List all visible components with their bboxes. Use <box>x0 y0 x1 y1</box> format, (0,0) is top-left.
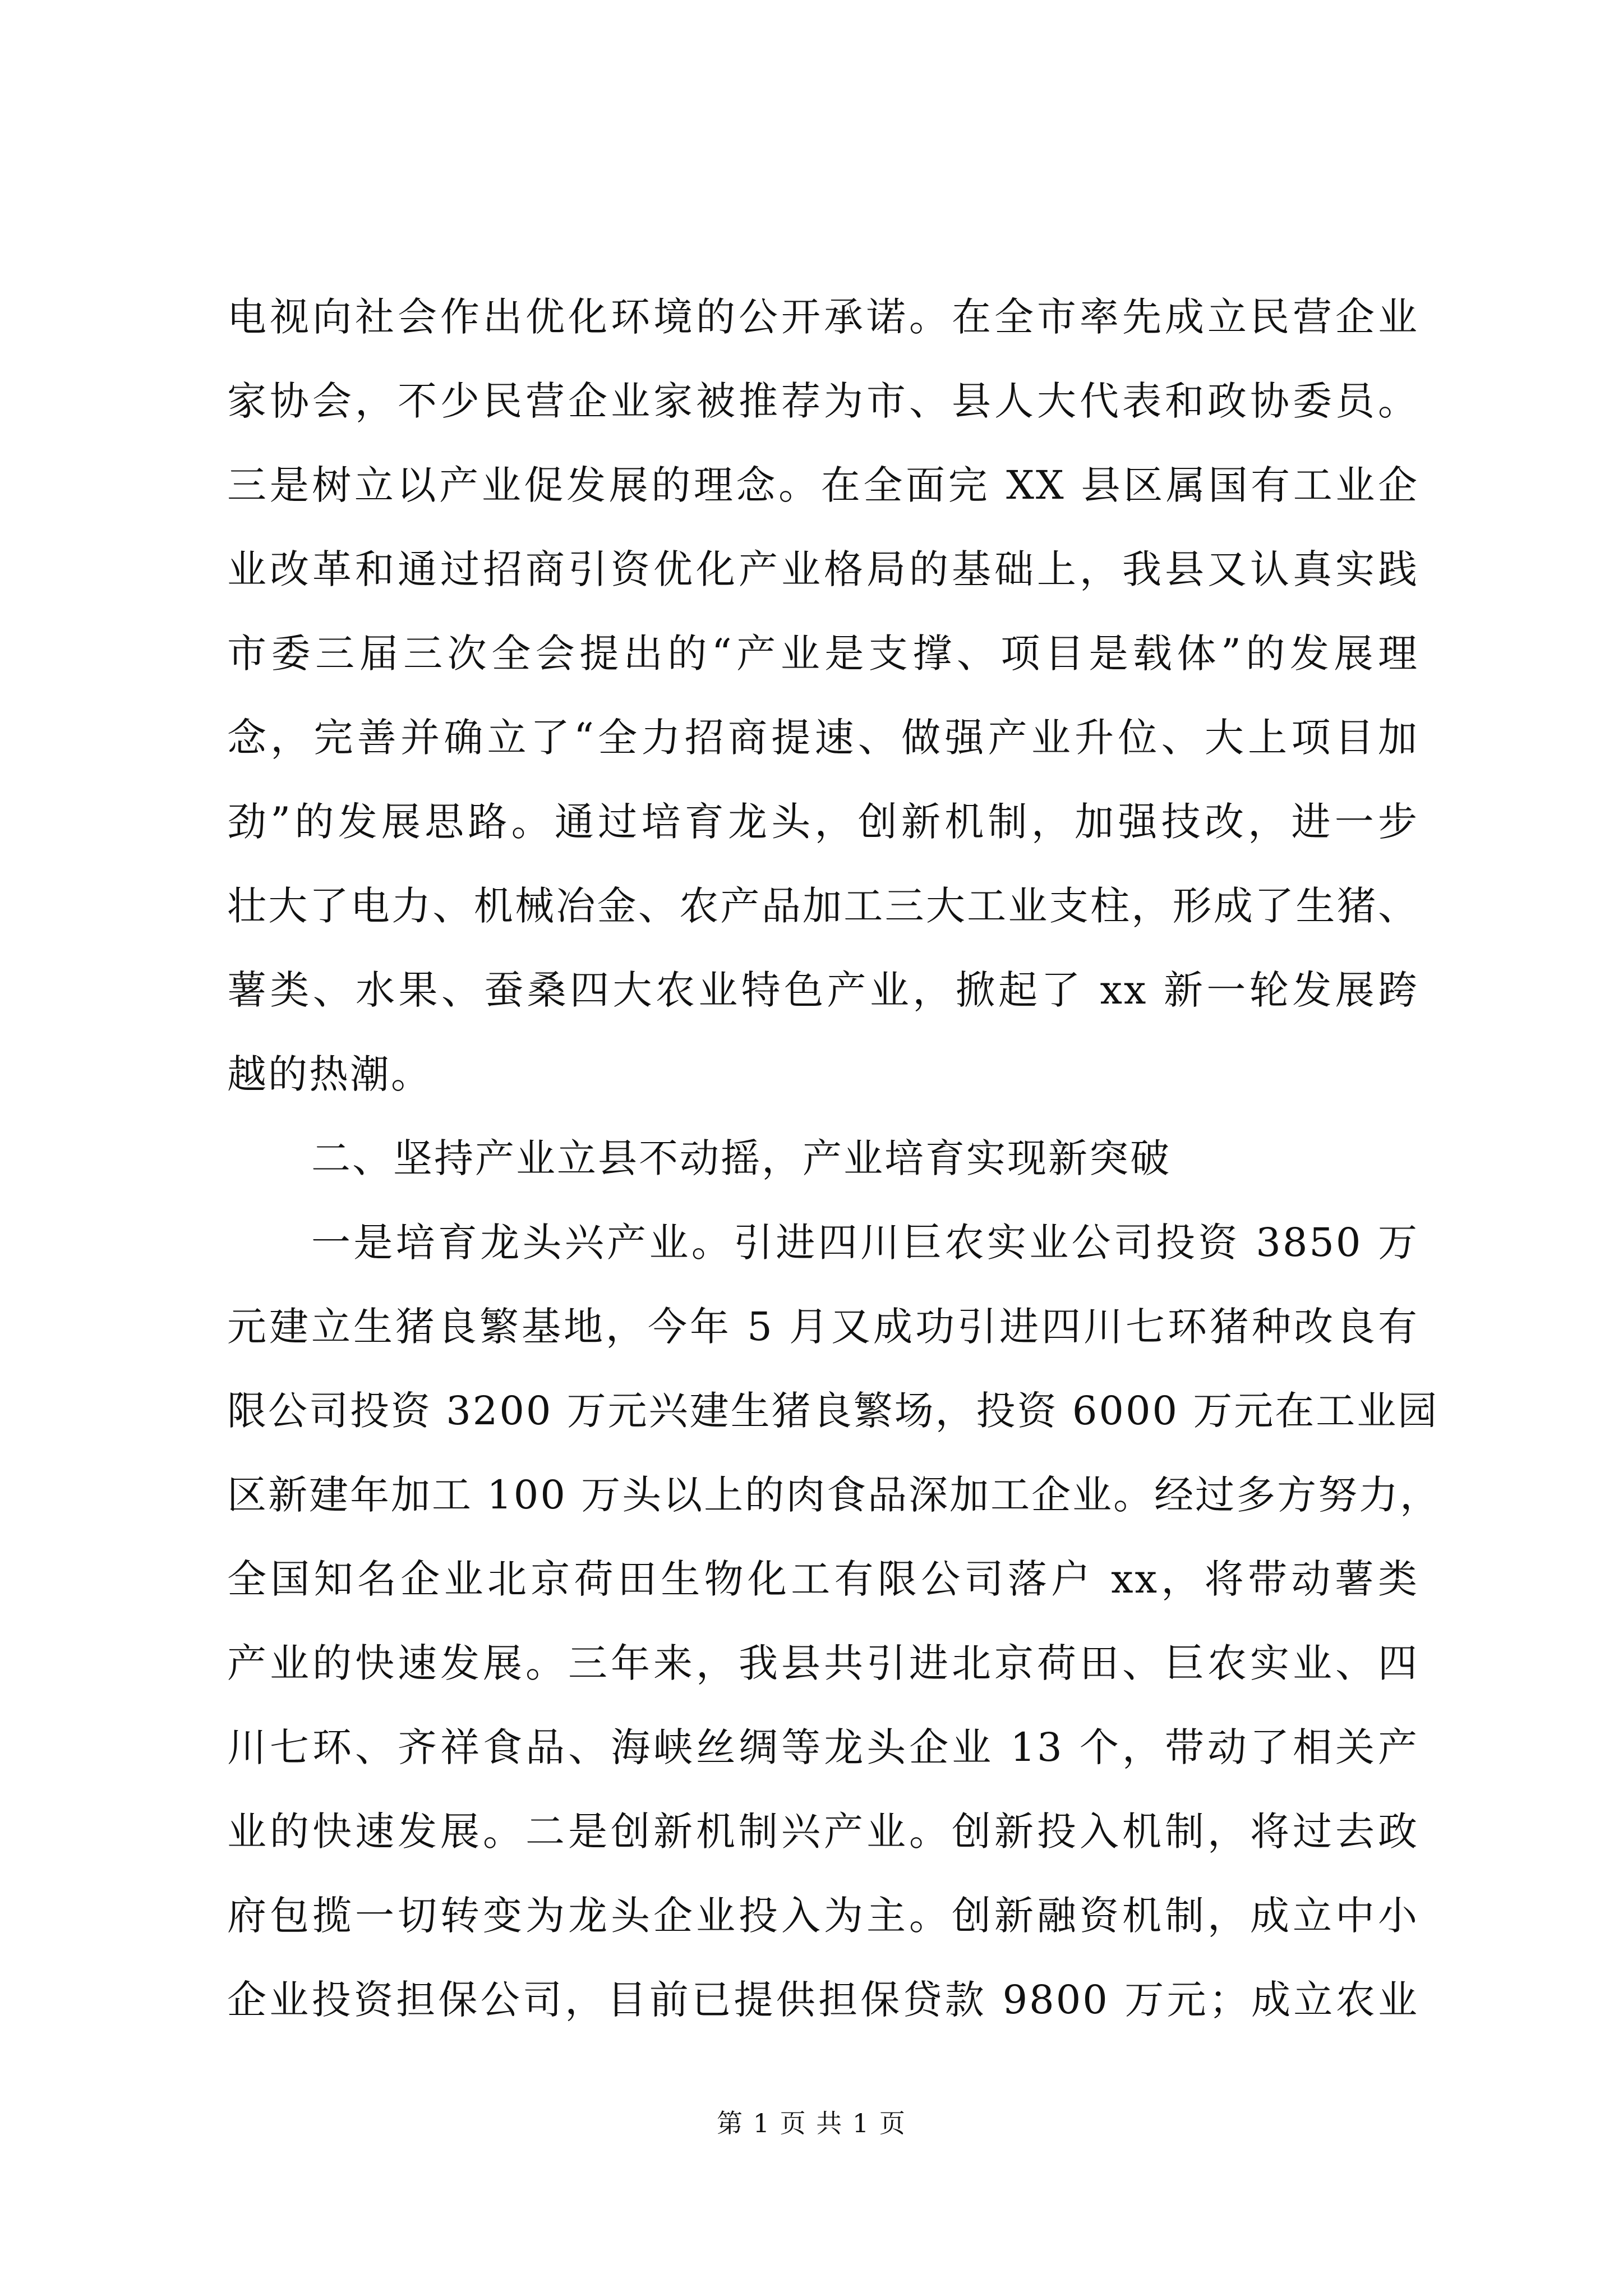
text-line: 一是培育龙头兴产业。引进四川巨农实业公司投资 3850 万 <box>311 1220 1419 1266</box>
text-line: 越的热潮。 <box>227 1051 432 1097</box>
text-line: 业改革和通过招商引资优化产业格局的基础上，我县又认真实践 <box>227 546 1419 592</box>
text-line: 市委三届三次全会提出的“产业是支撑、项目是载体”的发展理 <box>227 631 1419 677</box>
text-line: 产业的快速发展。三年来，我县共引进北京荷田、巨农实业、四 <box>227 1640 1419 1686</box>
text-line: 川七环、齐祥食品、海峡丝绸等龙头企业 13 个，带动了相关产 <box>227 1724 1419 1770</box>
text-line: 府包揽一切转变为龙头企业投入为主。创新融资机制，成立中小 <box>227 1893 1419 1939</box>
text-line: 业的快速发展。二是创新机制兴产业。创新投入机制，将过去政 <box>227 1809 1419 1855</box>
text-line: 企业投资担保公司，目前已提供担保贷款 9800 万元；成立农业 <box>227 1977 1419 2023</box>
text-line: 区新建年加工 100 万头以上的肉食品深加工企业。经过多方努力， <box>227 1472 1441 1518</box>
text-line: 限公司投资 3200 万元兴建生猪良繁场，投资 6000 万元在工业园 <box>227 1388 1439 1434</box>
text-line: 薯类、水果、蚕桑四大农业特色产业，掀起了 xx 新一轮发展跨 <box>227 967 1419 1013</box>
text-line: 电视向社会作出优化环境的公开承诺。在全市率先成立民营企业 <box>227 294 1419 340</box>
section-heading: 二、坚持产业立县不动摇，产业培育实现新突破 <box>311 1135 1171 1181</box>
text-line: 念，完善并确立了“全力招商提速、做强产业升位、大上项目加 <box>227 715 1419 761</box>
text-line: 三是树立以产业促发展的理念。在全面完 XX 县区属国有工业企 <box>227 462 1419 508</box>
page-number: 第 1 页 共 1 页 <box>717 2108 906 2138</box>
text-line: 全国知名企业北京荷田生物化工有限公司落户 xx，将带动薯类 <box>227 1556 1419 1602</box>
page-footer <box>0 2106 1623 2140</box>
text-line: 劲”的发展思路。通过培育龙头，创新机制，加强技改，进一步 <box>227 799 1419 845</box>
text-line: 元建立生猪良繁基地，今年 5 月又成功引进四川七环猪种改良有 <box>227 1304 1419 1350</box>
text-line: 壮大了电力、机械冶金、农产品加工三大工业支柱，形成了生猪、 <box>227 883 1419 929</box>
text-line: 家协会，不少民营企业家被推荐为市、县人大代表和政协委员。 <box>227 378 1419 424</box>
